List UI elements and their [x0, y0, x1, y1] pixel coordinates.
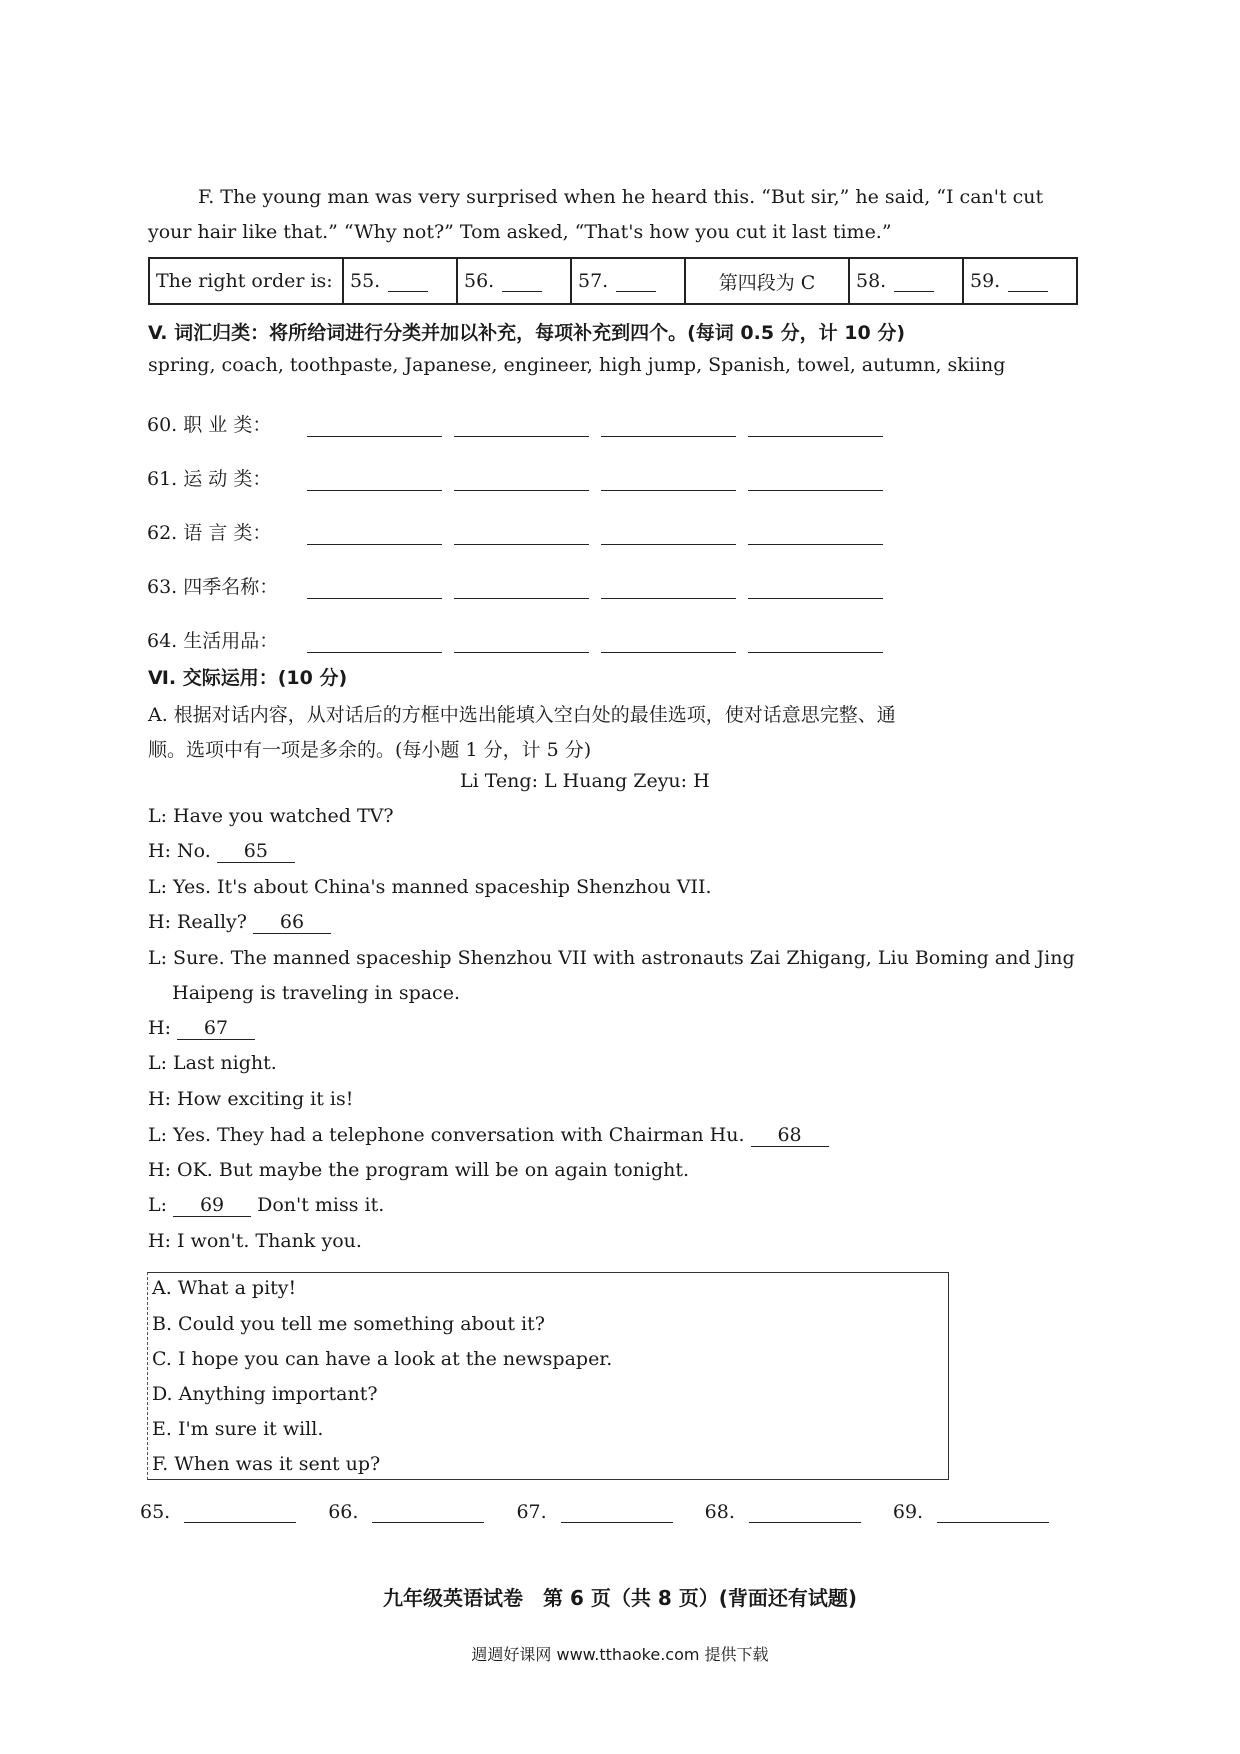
answer-blank[interactable]	[372, 1500, 484, 1523]
order-cell-59: 59.	[963, 258, 1077, 304]
dialog-line: H: I won't. Thank you.	[148, 1230, 362, 1252]
option-c: C. I hope you can have a look at the newspaper.	[152, 1348, 613, 1370]
vocab-blank[interactable]	[748, 576, 883, 599]
answer-68: 68.	[705, 1500, 861, 1523]
answer-blank[interactable]	[561, 1500, 673, 1523]
order-cell-58: 58.	[849, 258, 963, 304]
passage-line-2: your hair like that.” “Why not?” Tom asked, “That's how you cut it last time.”	[148, 221, 892, 243]
vocab-blank[interactable]	[454, 522, 589, 545]
vocab-blank[interactable]	[748, 630, 883, 653]
dialog-line: L: Sure. The manned spaceship Shenzhou VII with astronauts Zai Zhigang, Liu Boming and Jing	[148, 947, 1075, 969]
vocab-blank[interactable]	[307, 468, 442, 491]
dialog-line: L: Yes. It's about China's manned spaceship Shenzhou VII.	[148, 876, 712, 898]
dialog-blank-65: 65	[217, 840, 295, 863]
section-6-instruction-1: A. 根据对话内容，从对话后的方框中选出能填入空白处的最佳选项，使对话意思完整、通	[148, 704, 896, 726]
dialog-blank-68: 68	[751, 1124, 829, 1147]
vocab-row-64	[147, 626, 895, 653]
vocab-row-63	[147, 572, 895, 599]
vocab-blank[interactable]	[601, 468, 736, 491]
order-label: The right order is:	[149, 258, 343, 304]
vocab-label: 60. 职 业 类：	[147, 414, 272, 436]
vocab-row-61	[147, 464, 895, 491]
vocab-blank[interactable]	[454, 576, 589, 599]
dialog-blank-66: 66	[253, 911, 331, 934]
passage-line-1: F. The young man was very surprised when he heard this. “But sir,” he said, “I can't cut	[198, 186, 1044, 208]
section-5-heading: V. 词汇归类：将所给词进行分类并加以补充，每项补充到四个。(每词 0.5 分，计 10 分)	[148, 322, 906, 344]
vocab-blank[interactable]	[307, 630, 442, 653]
vocab-label: 64. 生活用品：	[147, 630, 279, 652]
order-table	[148, 257, 1078, 305]
answer-row	[140, 1500, 1081, 1523]
section-6-heading: Ⅵ. 交际运用：(10 分)	[148, 667, 348, 689]
dialog-line: H: How exciting it is!	[148, 1088, 354, 1110]
dialog-line: L: Last night.	[148, 1052, 277, 1074]
vocab-blank[interactable]	[601, 576, 736, 599]
vocab-blank[interactable]	[454, 414, 589, 437]
order-cell-fixed: 第四段为 C	[685, 258, 849, 304]
dialog-line: H: 67	[148, 1017, 255, 1040]
answer-69: 69.	[893, 1500, 1049, 1523]
vocab-row-62	[147, 518, 895, 545]
order-cell-56: 56.	[457, 258, 571, 304]
options-box	[147, 1272, 949, 1480]
answer-blank[interactable]	[937, 1500, 1049, 1523]
vocab-label: 61. 运 动 类：	[147, 468, 272, 490]
dialog-line: Haipeng is traveling in space.	[148, 982, 460, 1004]
option-d: D. Anything important?	[152, 1383, 378, 1405]
dialog-blank-67: 67	[177, 1017, 255, 1040]
vocab-blank[interactable]	[307, 522, 442, 545]
dialog-line: L: Have you watched TV?	[148, 805, 394, 827]
vocab-blank[interactable]	[601, 414, 736, 437]
dialog-blank-69: 69	[173, 1194, 251, 1217]
vocab-row-60	[147, 410, 895, 437]
vocab-label: 63. 四季名称：	[147, 576, 279, 598]
option-b: B. Could you tell me something about it?	[152, 1313, 545, 1335]
answer-67: 67.	[516, 1500, 672, 1523]
vocab-label: 62. 语 言 类：	[147, 522, 272, 544]
dialog-line: H: Really? 66	[148, 911, 331, 934]
answer-blank[interactable]	[184, 1500, 296, 1523]
answer-blank[interactable]	[749, 1500, 861, 1523]
vocab-blank[interactable]	[454, 630, 589, 653]
vocab-blank[interactable]	[748, 522, 883, 545]
vocab-blank[interactable]	[601, 630, 736, 653]
answer-66: 66.	[328, 1500, 484, 1523]
dialog-line: H: OK. But maybe the program will be on again tonight.	[148, 1159, 690, 1181]
order-cell-55: 55.	[343, 258, 457, 304]
vocab-blank[interactable]	[307, 414, 442, 437]
vocab-blank[interactable]	[454, 468, 589, 491]
option-f: F. When was it sent up?	[152, 1453, 381, 1475]
download-credit: 週週好课网 www.tthaoke.com 提供下载	[471, 1645, 769, 1664]
dialog-line: L: 69 Don't miss it.	[148, 1194, 385, 1216]
vocab-blank[interactable]	[307, 576, 442, 599]
vocab-blank[interactable]	[748, 468, 883, 491]
order-cell-57: 57.	[571, 258, 685, 304]
dialog-line: L: Yes. They had a telephone conversation with Chairman Hu. 68	[148, 1124, 829, 1147]
option-e: E. I'm sure it will.	[152, 1418, 324, 1440]
option-a: A. What a pity!	[152, 1277, 297, 1299]
page-footer: 九年级英语试卷 第 6 页（共 8 页）(背面还有试题)	[383, 1586, 857, 1610]
section-5-words: spring, coach, toothpaste, Japanese, engineer, high jump, Spanish, towel, autumn, skiing	[148, 354, 1006, 376]
vocab-blank[interactable]	[601, 522, 736, 545]
dialog-line: H: No. 65	[148, 840, 295, 863]
answer-65: 65.	[140, 1500, 296, 1523]
vocab-blank[interactable]	[748, 414, 883, 437]
speakers-key: Li Teng: L Huang Zeyu: H	[460, 770, 710, 792]
section-6-instruction-2: 顺。选项中有一项是多余的。(每小题 1 分，计 5 分)	[148, 739, 592, 761]
